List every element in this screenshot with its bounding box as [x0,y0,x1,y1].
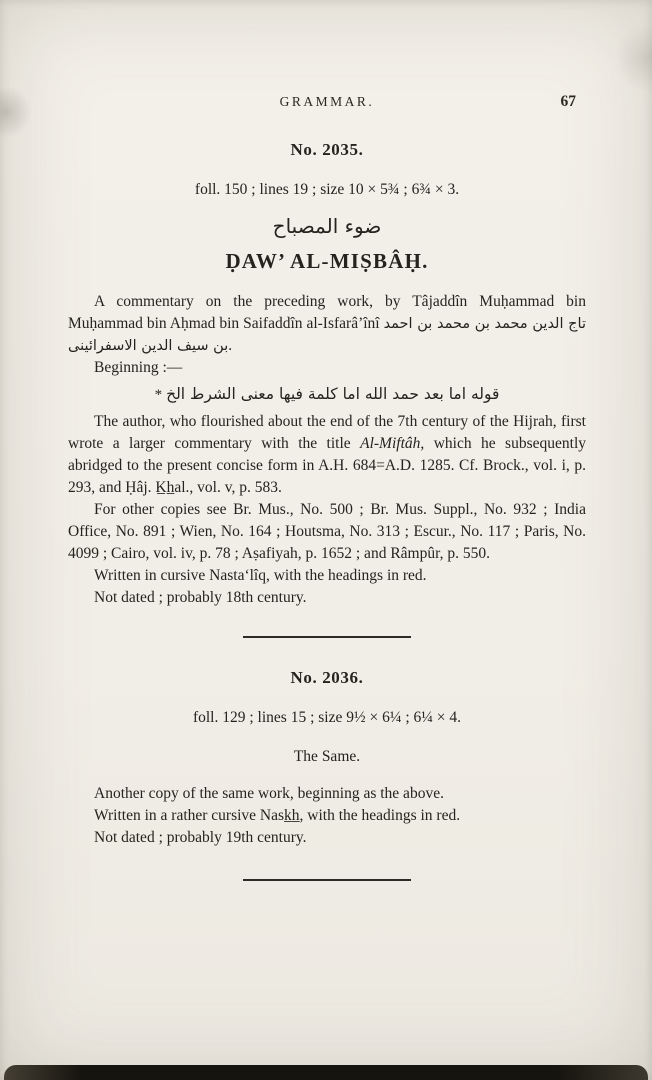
script-note: Written in cursive Nastaʻlîq, with the headings in red. [94,567,427,584]
collation-line: foll. 150 ; lines 19 ; size 10 × 5¾ ; 6¾ × 3. [194,181,460,198]
asterisk-mark: * [154,387,163,403]
description-text: A commentary on the preceding work, by Tâjaddîn Muḥammad bin Muḥammad bin Aḥmad bin Saifaddîn al-Isfarâ’înî [68,293,586,332]
page-number: 67 [560,93,576,110]
scan-bottom-edge [4,1065,648,1080]
catalogue-entry-2036 [68,668,586,849]
copy-note: Another copy of the same work, beginning as the above. [94,785,444,802]
work-title-italic: Al-Miftâh [360,435,421,452]
same-title: The Same. [293,748,361,765]
author-history-text1: The author, who flourished about the end of the 7th century of the Hijrah, first wrote a larger commentary with the title [68,413,586,452]
running-header [68,94,586,110]
description-period: . [228,337,233,354]
entry-number: No. 2036. [290,668,364,687]
script-note: Written in a rather cursive Nask̲h̲, with the headings in red. [94,807,461,824]
beginning-arabic: قوله اما بعد حمد الله اما كلمة فيها معنى الشرط الخ [166,385,500,403]
arabic-title: ضوء المصباح [272,214,382,238]
section-divider [243,879,411,881]
beginning-label: Beginning :— [94,359,183,376]
author-history-text2: , which he subsequently abridged to the present concise form in A.H. 684=A.D. 1285. Cf. Brock., vol. i, p. 293, and Ḥâj. K̲h̲al., vol. v, p. 583. [68,435,586,496]
catalogue-entry-2035 [68,140,586,609]
section-divider [243,636,411,638]
other-copies-paragraph: For other copies see Br. Mus., No. 500 ; Br. Mus. Suppl., No. 932 ; India Office, No. 891 ; Wien, No. 164 ; Houtsma, No. 313 ; Escur., No. 117 ; Paris, No. 4099 ; Cairo, vol. iv, p. 78 ; Aṣafiyah, p. 1652 ; and Râmpûr, p. 550. [68,501,586,562]
description-paragraph [68,291,586,357]
date-note: Not dated ; probably 18th century. [94,589,307,606]
section-title: GRAMMAR. [279,94,375,109]
beginning-quote [68,385,586,404]
work-title: ḌAW’ AL-MIṢBÂḤ. [225,249,429,273]
collation-line: foll. 129 ; lines 15 ; size 9½ × 6¼ ; 6¼ × 4. [192,709,462,726]
author-history-paragraph [68,411,586,499]
entry-number: No. 2035. [290,140,364,159]
date-note: Not dated ; probably 19th century. [94,829,307,846]
author-name-arabic: تاج الدين محمد بن محمد بن احمد بن سيف الدين الاسفرائينى [68,316,586,354]
